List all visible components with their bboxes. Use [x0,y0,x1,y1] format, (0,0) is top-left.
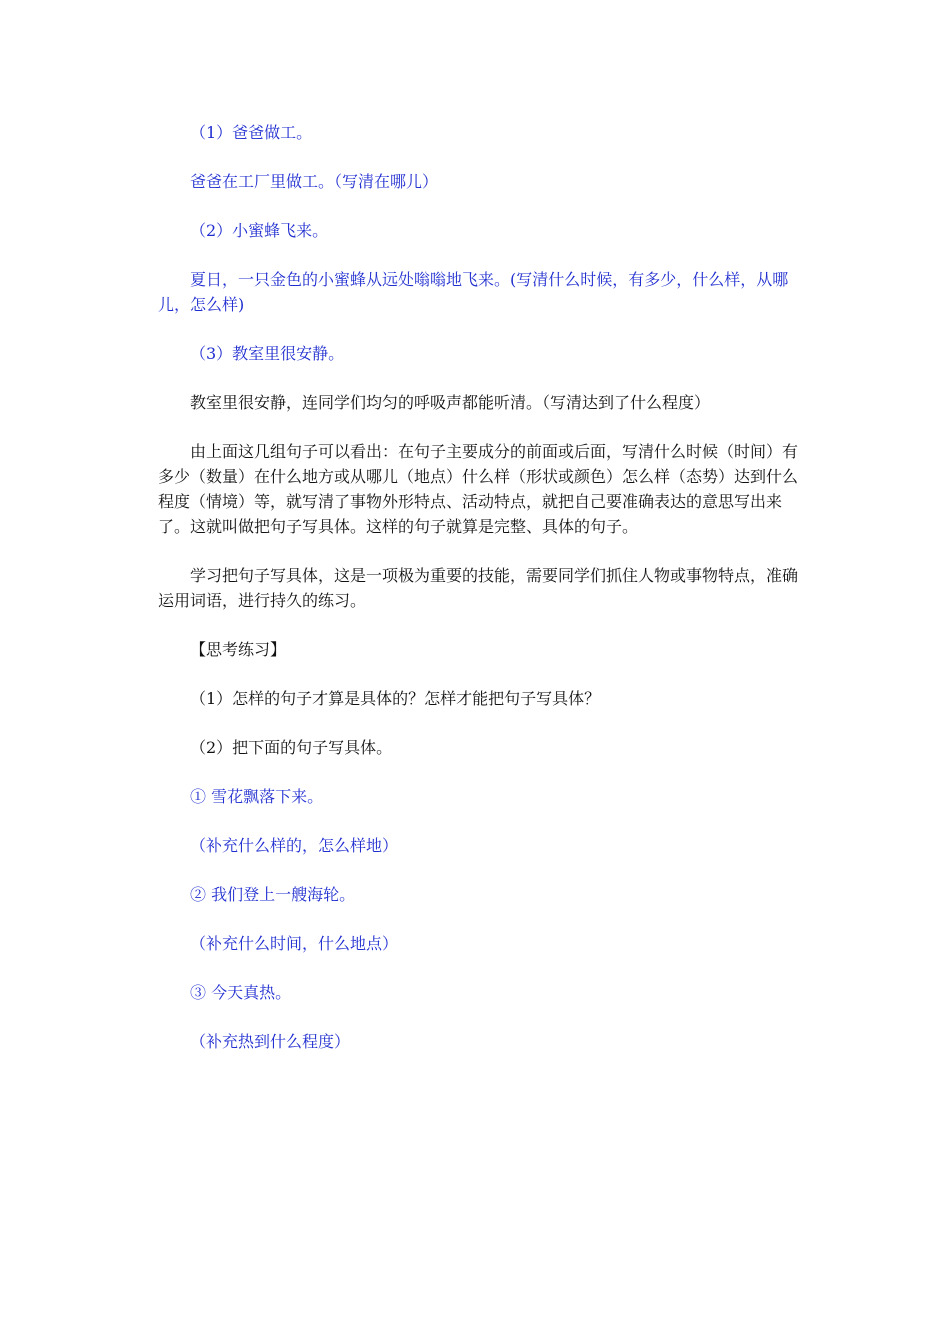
advice-paragraph: 学习把句子写具体，这是一项极为重要的技能，需要同学们抓住人物或事物特点，准确运用词语，进行持久的练习。 [158,566,799,610]
example-1-short: （1）爸爸做工。 [190,123,313,142]
exercise-item-1-hint: （补充什么样的，怎么样地） [190,836,399,855]
example-2-short: （2）小蜜蜂飞来。 [190,221,329,240]
exercise-heading: 【思考练习】 [190,640,287,659]
example-1-expanded: 爸爸在工厂里做工。（写清在哪儿） [190,172,439,191]
example-3-short: （3）教室里很安静。 [190,344,345,363]
document-body [158,120,798,1078]
exercise-item-3-hint: （补充热到什么程度） [190,1032,351,1051]
exercise-item-1: ① 雪花飘落下来。 [190,787,324,806]
exercise-question-1: （1）怎样的句子才算是具体的？怎样才能把句子写具体？ [190,689,601,708]
exercise-item-2: ② 我们登上一艘海轮。 [190,885,356,904]
exercise-item-2-hint: （补充什么时间，什么地点） [190,934,399,953]
example-2-expanded: 夏日，一只金色的小蜜蜂从远处嗡嗡地飞来。(写清什么时候，有多少，什么样，从哪儿，怎么样) [158,270,789,314]
exercise-item-3: ③ 今天真热。 [190,983,292,1002]
exercise-question-2: （2）把下面的句子写具体。 [190,738,393,757]
example-3-expanded: 教室里很安静，连同学们均匀的呼吸声都能听清。（写清达到了什么程度） [190,393,711,412]
explanation-paragraph: 由上面这几组句子可以看出：在句子主要成分的前面或后面，写清什么时候（时间）有多少（数量）在什么地方或从哪儿（地点）什么样（形状或颜色）怎么样（态势）达到什么程度（情境）等，就写清了事物外形特点、活动特点，就把自己要准确表达的意思写出来了。这就叫做把句子写具体。这样的句子就算是完整、具体的句子。 [158,442,799,536]
